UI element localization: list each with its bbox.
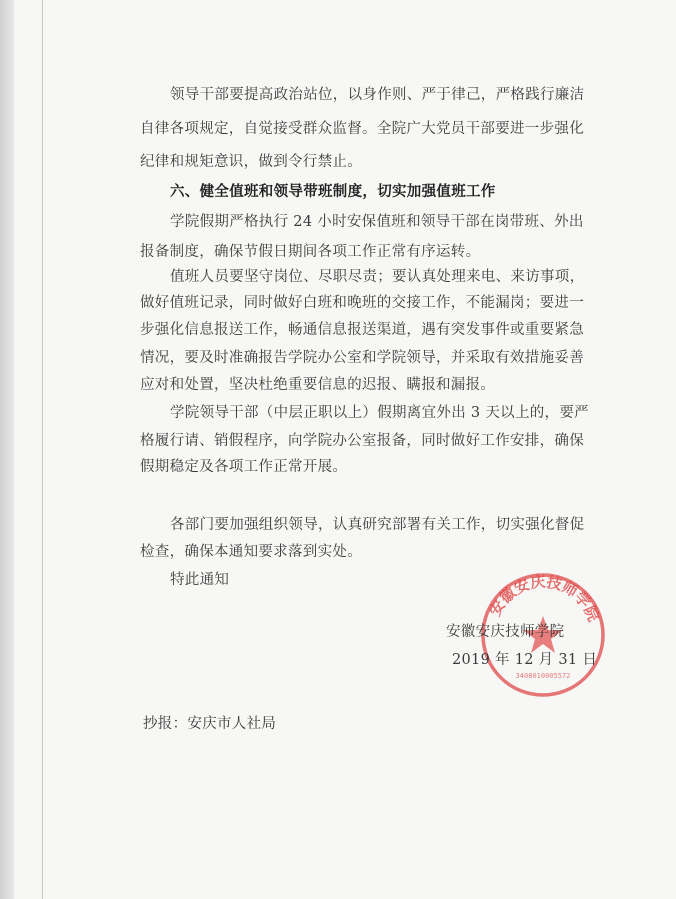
body-line: 做好值班记录，同时做好白班和晚班的交接工作，不能漏岗；要进一	[140, 295, 584, 311]
signature-org: 安徽安庆技师学院	[446, 624, 565, 640]
section-heading: 六、健全值班和领导带班制度，切实加强值班工作	[170, 184, 496, 200]
body-line: 自律各项规定，自觉接受群众监督。全院广大党员干部要进一步强化	[140, 121, 584, 137]
body-line: 学院领导干部（中层正职以上）假期离宜外出 3 天以上的，要严	[170, 405, 589, 421]
scan-edge	[0, 0, 14, 899]
body-line: 步强化信息报送工作，畅通信息报送渠道，遇有突发事件或重要紧急	[140, 322, 584, 338]
body-line: 情况，要及时准确报告学院办公室和学院领导，并采取有效措施妥善	[140, 350, 584, 366]
cc-line: 抄报：安庆市人社局	[143, 716, 277, 732]
body-line: 学院假期严格执行 24 小时安保值班和领导干部在岗带班、外出	[170, 214, 584, 230]
body-line: 格履行请、销假程序，向学院办公室报备，同时做好工作安排，确保	[140, 433, 584, 449]
seal-number: 3408010005572	[515, 672, 571, 680]
seal-text: 安徽安庆技师学院	[485, 572, 603, 625]
signature-date: 2019 年 12 月 31 日	[452, 652, 598, 668]
body-line: 各部门要加强组织领导，认真研究部署有关工作，切实强化督促	[170, 517, 585, 533]
notice-text: 特此通知	[170, 572, 230, 588]
body-line: 假期稳定及各项工作正常开展。	[140, 459, 348, 475]
body-line: 应对和处置，坚决杜绝重要信息的迟报、瞒报和漏报。	[140, 377, 496, 393]
body-line: 检查，确保本通知要求落到实处。	[140, 544, 362, 560]
page-crease	[42, 0, 43, 899]
body-line: 报备制度，确保节假日期间各项工作正常有序运转。	[140, 244, 481, 260]
body-line: 值班人员要坚守岗位、尽职尽责；要认真处理来电、来访事项，	[170, 269, 585, 285]
body-line: 领导干部要提高政治站位，以身作则、严于律己，严格践行廉洁	[170, 87, 585, 103]
body-line: 纪律和规矩意识，做到令行禁止。	[140, 154, 362, 170]
